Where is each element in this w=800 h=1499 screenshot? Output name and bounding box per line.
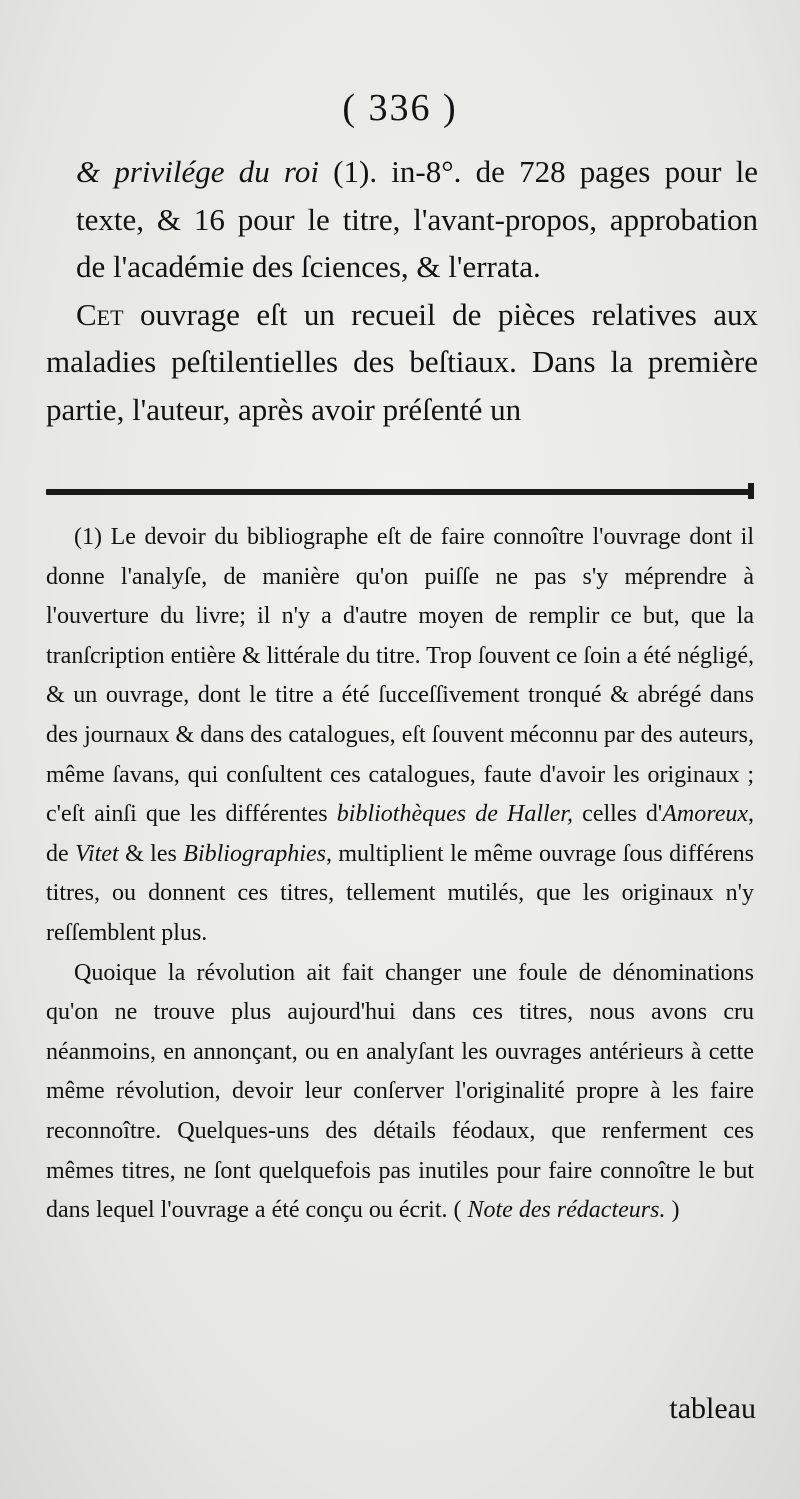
footnote-italic-amoreux: Amoreux xyxy=(662,801,749,828)
footnote-paragraph-2 xyxy=(46,954,754,1231)
main-paragraph-1 xyxy=(46,148,758,291)
footnote xyxy=(46,518,754,1231)
footnote-text: ) xyxy=(665,1197,680,1224)
main-text xyxy=(46,148,758,433)
footnote-note-attribution: Note des rédacteurs. xyxy=(467,1197,666,1224)
page-number: ( 336 ) xyxy=(342,87,458,129)
footnote-text: , multiplient le même ouvrage ſous différens titres, ou donnent ces titres, tellement mutilés, que les originaux n'y reſſemblent plus. xyxy=(46,840,755,946)
main-italic-phrase: & privilége du roi xyxy=(76,154,319,189)
footnote-text: Quoique la révolution ait fait changer une foule de dénominations qu'on ne trouve plus aujourd'hui dans ces titres, nous avons cru néanmoins, en annonçant, ou en analyſant les ouvrages antérieurs à cette même révolution, devoir leur conſerver l'originalité propre à les faire reconnoître. Quelques-uns des détails féodaux, que renferment ces mêmes titres, ne ſont quelquefois pas inutiles pour faire connoître le but dans lequel l'ouvrage a été conçu ou écrit. xyxy=(46,959,754,1224)
footnote-text: , de xyxy=(46,801,755,867)
main-paragraph-2-lead: Cet xyxy=(76,296,124,332)
main-paragraph-2-text: ouvrage eſt un recueil de pièces relatives aux maladies peſtilentielles des beſtiaux. Dans la première partie, l'auteur, après avoir préſenté un xyxy=(46,296,758,427)
footnote-text: celles d' xyxy=(573,801,663,828)
footnote-separator-rule xyxy=(46,489,752,495)
footnote-paragraph-1 xyxy=(46,518,754,954)
footnote-text: & les xyxy=(118,840,184,867)
catchword: tableau xyxy=(669,1392,756,1425)
main-paragraph-1-text: (1). in-8°. de 728 pages pour le texte, & 16 pour le titre, l'avant-propos, approbation de l'académie des ſciences, & l'errata. xyxy=(76,154,758,284)
footnote-text: ( xyxy=(447,1197,468,1224)
main-paragraph-2 xyxy=(46,291,758,434)
footnote-italic-haller: bibliothèques de Haller, xyxy=(336,801,574,828)
footnote-italic-vitet: Vitet xyxy=(75,840,119,867)
footnote-text: (1) Le devoir du bibliographe eſt de faire connoître l'ouvrage dont il donne l'analyſe, de manière qu'on puiſſe ne pas s'y méprendre à l'ouverture du livre; il n'y a d'autre moyen de remplir ce but, que la tranſcription entière & littérale du titre. Trop ſouvent ce ſoin a été négligé, & un ouvrage, dont le titre a été ſucceſſivement tronqué & abrégé dans des journaux & dans des catalogues, eſt ſouvent méconnu par des auteurs, même ſavans, qui conſultent ces catalogues, faute d'avoir les originaux ; c'eſt ainſi que les différentes xyxy=(46,524,754,828)
footnote-italic-bibliographies: Bibliographies xyxy=(183,840,326,867)
